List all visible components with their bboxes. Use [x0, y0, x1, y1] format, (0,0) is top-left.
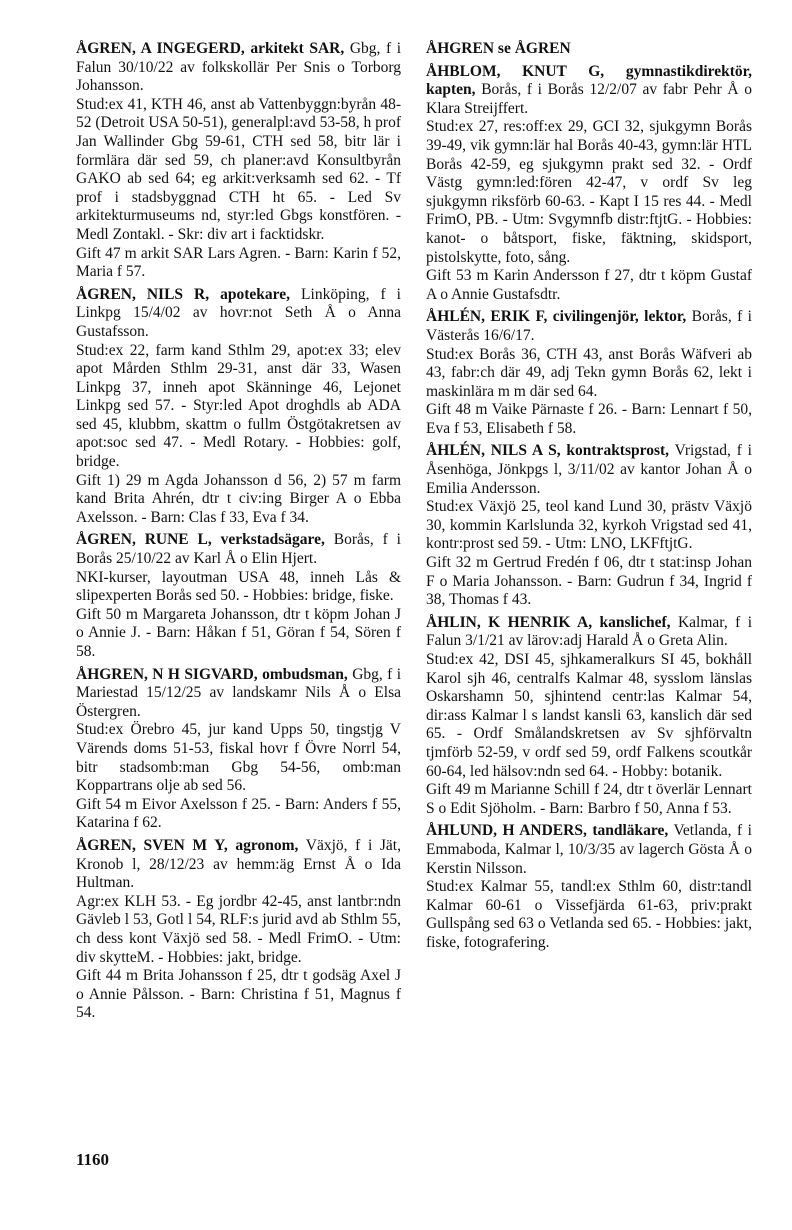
entry-paragraph: Stud:ex Örebro 45, jur kand Upps 50, tingstjg V Värends doms 51-53, fiskal hovr f Övre Norrl 54, bitr stadsomb:man Gbg 54-56, omb:man Koppartrans olje ab sed 56. [76, 721, 401, 795]
entry-paragraph: Gift 54 m Eivor Axelsson f 25. - Barn: Anders f 55, Katarina f 62. [76, 795, 401, 832]
entry-paragraph: Gift 32 m Gertrud Fredén f 06, dtr t stat:insp Johan F o Maria Johansson. - Barn: Gudrun f 34, Ingrid f 38, Thomas f 43. [426, 554, 752, 609]
biography-entry [76, 286, 401, 528]
entry-name: ÅHLIN, K HENRIK A, [426, 613, 593, 631]
entry-origin-text: Gbg, f i Mariestad 15/12/25 av landskamr Nils Å o Elsa Östergren. [76, 665, 401, 720]
biography-entry [76, 531, 401, 661]
entry-first-paragraph [76, 531, 401, 568]
entry-occupation: tandläkare, [592, 822, 669, 840]
entry-first-paragraph [426, 442, 752, 498]
left-column [76, 40, 401, 1027]
entry-occupation: gymnastikdirektör, kapten, [426, 62, 753, 99]
entry-name: ÅGREN, RUNE L, [76, 531, 212, 549]
page-number: 1160 [76, 1150, 110, 1169]
entry-first-paragraph [426, 63, 752, 119]
entry-origin-text: Gbg, f i Falun 30/10/22 av folkskollär Per Snis o Torborg Johansson. [76, 40, 402, 95]
entry-origin-text: Vetlanda, f i Emmaboda, Kalmar l, 10/3/35 av lagerch Gösta Å o Kerstin Nilsson. [426, 822, 752, 877]
entry-paragraph: Stud:ex Växjö 25, teol kand Lund 30, prästv Växjö 30, kommin Karlslunda 32, kyrkoh Vrigstad sed 41, kontr:prost sed 59. - Utm: LNO, LKFftjtG. [426, 498, 752, 553]
entry-name: ÅHGREN, N H SIGVARD, [76, 665, 258, 683]
entry-first-paragraph [76, 286, 401, 342]
biography-entry [426, 442, 752, 609]
entry-paragraph: Stud:ex Kalmar 55, tandl:ex Sthlm 60, distr:tandl Kalmar 60-61 o Vissefjärda 61-63, priv:prakt Gullspång sed 63 o Vetlanda sed 65. - Hobbies: jakt, fiske, fotografering. [426, 878, 752, 951]
entry-origin-text: Borås, f i Borås 12/2/07 av fabr Pehr Å o Klara Streijffert. [426, 81, 753, 117]
entry-name: ÅGREN, NILS R, [76, 285, 210, 303]
right-column [426, 40, 752, 957]
entry-paragraph: Gift 50 m Margareta Johansson, dtr t köpm Johan J o Annie J. - Barn: Håkan f 51, Göran f 54, Sören f 58. [76, 605, 401, 660]
entry-origin-text: Kalmar, f i Falun 3/1/21 av lärov:adj Harald Å o Greta Alin. [426, 613, 753, 650]
entry-paragraph: Stud:ex 27, res:off:ex 29, GCI 32, sjukgymn Borås 39-49, vik gymn:lär hal Borås 40-43, gymn:lär HTL Borås 42-59, eg sjukgymn prakt sed 32. - Ordf Västg gymn:led:fören 42-47, v ordf Sv leg sjukgymn riksförb 60-63. - Kapt I 15 res 44. - Medl FrimO, PB. - Utm: Svgymnfb distr:ftjtG. - Hobbies: kanot- o båtsport, fiske, fäktning, skidsport, pistolskytte, foto, sång. [426, 118, 752, 266]
entry-origin-text: Vrigstad, f i Åsenhöga, Jönkpgs l, 3/11/02 av kantor Johan Å o Emilia Andersson. [426, 442, 752, 497]
entry-occupation: agronom, [235, 836, 299, 854]
entry-paragraph: NKI-kurser, layoutman USA 48, inneh Lås & slipexperten Borås sed 50. - Hobbies: bridge, fiske. [76, 568, 401, 605]
entry-name: ÅHBLOM, KNUT G, [426, 62, 605, 80]
biography-entry [426, 40, 752, 59]
entry-occupation: kontraktsprost, [566, 442, 670, 460]
entry-paragraph: Gift 48 m Vaike Pärnaste f 26. - Barn: Lennart f 50, Eva f 53, Elisabeth f 58. [426, 401, 752, 437]
entry-name: ÅGREN, SVEN M Y, [76, 836, 228, 854]
entry-paragraph: Stud:ex Borås 36, CTH 43, anst Borås Wäfveri ab 43, fabr:ch där 49, adj Tekn gymn Borås 62, lekt i maskinlära m m där sed 64. [426, 345, 752, 400]
entry-occupation: arkitekt SAR, [250, 40, 345, 57]
entry-paragraph: Stud:ex 41, KTH 46, anst ab Vattenbyggn:byrån 48-52 (Detroit USA 50-51), generalpl:avd 53-58, h prof Jan Wallinder Gbg 59-61, CTH sed 58, bitr lär i formlära där sed 59, ch planer:avd Konsultbyrån GAKO ab sed 64; eg arkit:verksamh sed 62. - Tf prof i stadsbyggnad CTH ht 65. - Led Sv arkitekturmuseums nd, styr:led Gbgs konstfören. - Medl Zontakl. - Skr: div art i facktidskr. [76, 95, 402, 243]
entry-paragraph: Stud:ex 42, DSI 45, sjhkameralkurs SI 45, bokhåll Karol sjh 46, centralfs Kalmar 48, sysslom länslas Oskarshamn 50, sjhintend centr:las Kalmar 54, dir:ass Kalmar l s landst kansli 63, kanslich där sed 65. - Ordf Smålandskretsen av Sv sjhförvaltn tjmförb 52-59, v ordf sed 59, ordf Falkens scoutkår 60-64, led hälsov:ndn sed 64. - Hobby: botanik. [426, 651, 752, 780]
entry-first-paragraph [426, 308, 752, 345]
entry-name: ÅGREN, A INGEGERD, [76, 40, 245, 57]
biography-entry [426, 308, 752, 438]
entry-origin-text: Linköping, f i Linkpg 15/4/02 av hovr:not Seth Å o Anna Gustafsson. [76, 285, 401, 340]
entry-first-paragraph [426, 614, 752, 651]
entry-paragraph: Gift 44 m Brita Johansson f 25, dtr t godsäg Axel J o Annie Pålsson. - Barn: Christina f 51, Magnus f 54. [76, 967, 401, 1022]
entry-first-paragraph [76, 40, 401, 96]
entry-paragraph: Gift 47 m arkit SAR Lars Agren. - Barn: Karin f 52, Maria f 57. [76, 244, 401, 281]
entry-paragraph: Agr:ex KLH 53. - Eg jordbr 42-45, anst lantbr:ndn Gävleb l 53, Gotl l 54, RLF:s jurid avd ab Sthlm 55, ch dess kont Växjö sed 58. - Medl FrimO. - Utm: div skytteM. - Hobbies: jakt, bridge. [76, 892, 401, 966]
entry-first-paragraph [76, 666, 401, 722]
entry-origin-text: Borås, f i Västerås 16/6/17. [426, 308, 752, 344]
entry-paragraph: Gift 1) 29 m Agda Johansson d 56, 2) 57 m farm kand Brita Ahrén, dtr t civ:ing Birger A o Ebba Axelsson. - Barn: Clas f 33, Eva f 34. [76, 471, 401, 526]
entry-origin-text: Växjö, f i Jät, Kronob l, 28/12/23 av hemm:äg Ernst Å o Ida Hultman. [76, 836, 401, 892]
entry-origin-text: Borås, f i Borås 25/10/22 av Karl Å o Elin Hjert. [76, 531, 401, 568]
entry-paragraph: Gift 53 m Karin Andersson f 27, dtr t köpm Gustaf A o Annie Gustafsdtr. [426, 267, 752, 303]
entry-first-paragraph [426, 822, 752, 878]
biography-entry [76, 40, 401, 282]
entry-first-paragraph [76, 837, 401, 893]
biography-entry [426, 614, 752, 819]
entry-paragraph: Gift 49 m Marianne Schill f 24, dtr t överlär Lennart S o Edit Sjöholm. - Barn: Barbro f 50, Anna f 53. [426, 781, 752, 817]
biography-entry [426, 63, 752, 305]
entry-name: ÅHGREN se ÅGREN [426, 40, 571, 57]
entry-name: ÅHLÉN, NILS A S, [426, 442, 561, 460]
biography-entry [76, 666, 401, 833]
entry-first-paragraph [426, 40, 752, 59]
entry-occupation: verkstadsägare, [220, 531, 325, 549]
entry-paragraph: Stud:ex 22, farm kand Sthlm 29, apot:ex 33; elev apot Mården Sthlm 29-31, anst där 33, Wasen Linkpg 37, inneh apot Skänninge 46, Lejonet Linkpg sed 57. - Styr:led Apot droghdls ab ADA sed 45, klubbm, skattm o fullm Östgötakretsen av apot:soc sed 47. - Medl Rotary. - Hobbies: golf, bridge. [76, 341, 401, 471]
entry-occupation: kanslichef, [599, 613, 671, 631]
biography-entry [426, 822, 752, 952]
entry-name: ÅHLUND, H ANDERS, [426, 822, 587, 840]
entry-occupation: apotekare, [220, 285, 291, 303]
entry-occupation: ombudsman, [262, 665, 348, 683]
entry-occupation: civilingenjör, lektor, [552, 308, 687, 326]
entry-name: ÅHLÉN, ERIK F, [426, 308, 548, 326]
biography-entry [76, 837, 401, 1023]
